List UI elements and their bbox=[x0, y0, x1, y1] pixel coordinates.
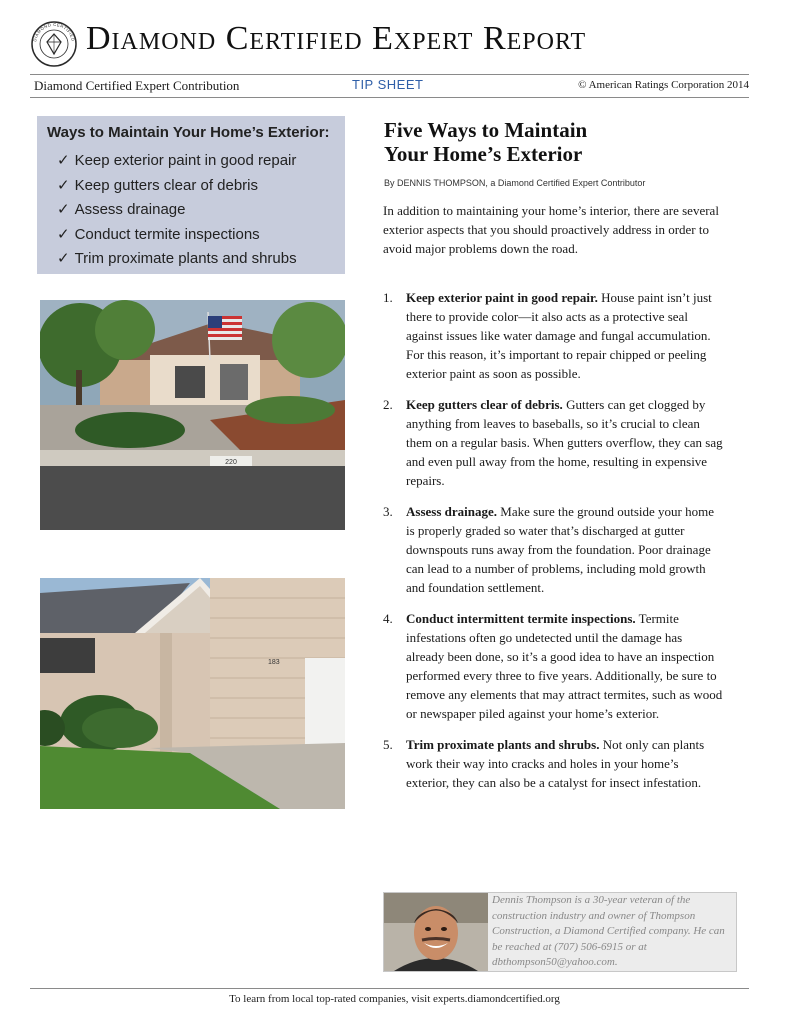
author-bio-text: Dennis Thompson is a 30-year veteran of the construction industry and owner of Thompson Construction, a Diamond Certified company. He can be reached at (707) 506-6915 or at dbthompson50@yahoo.com. bbox=[492, 894, 725, 968]
section-label: TIP SHEET bbox=[352, 77, 424, 92]
logo-lettering: DIAMOND CERTIFIED bbox=[32, 21, 76, 43]
checkmark-icon: ✓ bbox=[57, 250, 70, 267]
checkmark-icon: ✓ bbox=[57, 201, 70, 218]
tip-item: ✓ Keep gutters clear of debris bbox=[57, 176, 259, 194]
list-item: 2. Keep gutters clear of debris. Gutters can get clogged by anything from leaves to baseballs, so it’s crucial to clean them on a regular basis. When gutters overflow, they can sag and even pull away from the home, resulting in expensive repairs. bbox=[383, 397, 723, 488]
author-portrait bbox=[384, 893, 488, 971]
curb-house-number: 220 bbox=[225, 459, 237, 466]
wall-house-number: 183 bbox=[268, 659, 280, 666]
subheader-rule bbox=[30, 97, 749, 98]
checkmark-icon: ✓ bbox=[57, 225, 70, 243]
tip-item: ✓ Keep exterior paint in good repair bbox=[57, 152, 297, 169]
list-item: 3. Assess drainage. Make sure the ground outside your home is properly graded so water that’s discharged at gutter downspouts runs away from the foundation. Poor drainage can lead to a number of problems, including mold growth and foundation settlement. bbox=[383, 504, 714, 595]
tip-item: ✓ Conduct termite inspections bbox=[57, 225, 260, 243]
author-bio-box bbox=[383, 892, 737, 972]
contribution-label: Diamond Certified Expert Contribution bbox=[34, 78, 240, 93]
checkmark-icon: ✓ bbox=[57, 152, 70, 169]
list-item: 4. Conduct intermittent termite inspections. Termite infestations often go undetected until the damage has already been done, so it’s a good idea to have an inspection performed every three to five years. Additionally, be sure to remove any elements that may attract termites, such as wood or newspaper piled against your home’s exterior. bbox=[383, 611, 723, 721]
checkmark-icon: ✓ bbox=[57, 176, 70, 194]
report-title: Diamond Certified Expert Report bbox=[86, 20, 587, 57]
tip-item: ✓ Assess drainage bbox=[57, 201, 186, 218]
byline: By DENNIS THOMPSON, a Diamond Certified Expert Contributor bbox=[384, 178, 646, 188]
article-title: Five Ways to Maintain Your Home’s Exterior bbox=[384, 118, 588, 166]
house-photo-garage bbox=[40, 578, 345, 809]
header-rule bbox=[30, 74, 749, 75]
tip-item: ✓ Trim proximate plants and shrubs bbox=[57, 250, 297, 267]
diamond-certified-logo-icon bbox=[30, 20, 78, 68]
tip-summary-heading: Ways to Maintain Your Home’s Exterior: bbox=[47, 124, 330, 141]
intro-paragraph: In addition to maintaining your home’s interior, there are several exterior aspects that you should proactively address in order to avoid major problems down the road. bbox=[383, 203, 719, 256]
copyright: © American Ratings Corporation 2014 bbox=[578, 79, 749, 91]
steps-list bbox=[383, 288, 723, 804]
footer-rule bbox=[30, 988, 749, 989]
list-item: 5. Trim proximate plants and shrubs. Not only can plants work their way into cracks and holes in your home’s exterior, they can also be a catalyst for insect infestation. bbox=[383, 737, 705, 790]
tip-summary-box bbox=[37, 116, 345, 274]
list-item: 1. Keep exterior paint in good repair. House paint isn’t just there to provide color—it also acts as a protective seal against issues like water damage and fungal accumulation. For this reason, it’s important to repair chipped or peeling exterior paint as soon as possible. bbox=[383, 290, 712, 381]
footer-text: To learn from local top-rated companies, visit experts.diamondcertified.org bbox=[229, 993, 560, 1005]
house-photo-flag bbox=[40, 300, 345, 530]
tip-list bbox=[47, 149, 335, 272]
